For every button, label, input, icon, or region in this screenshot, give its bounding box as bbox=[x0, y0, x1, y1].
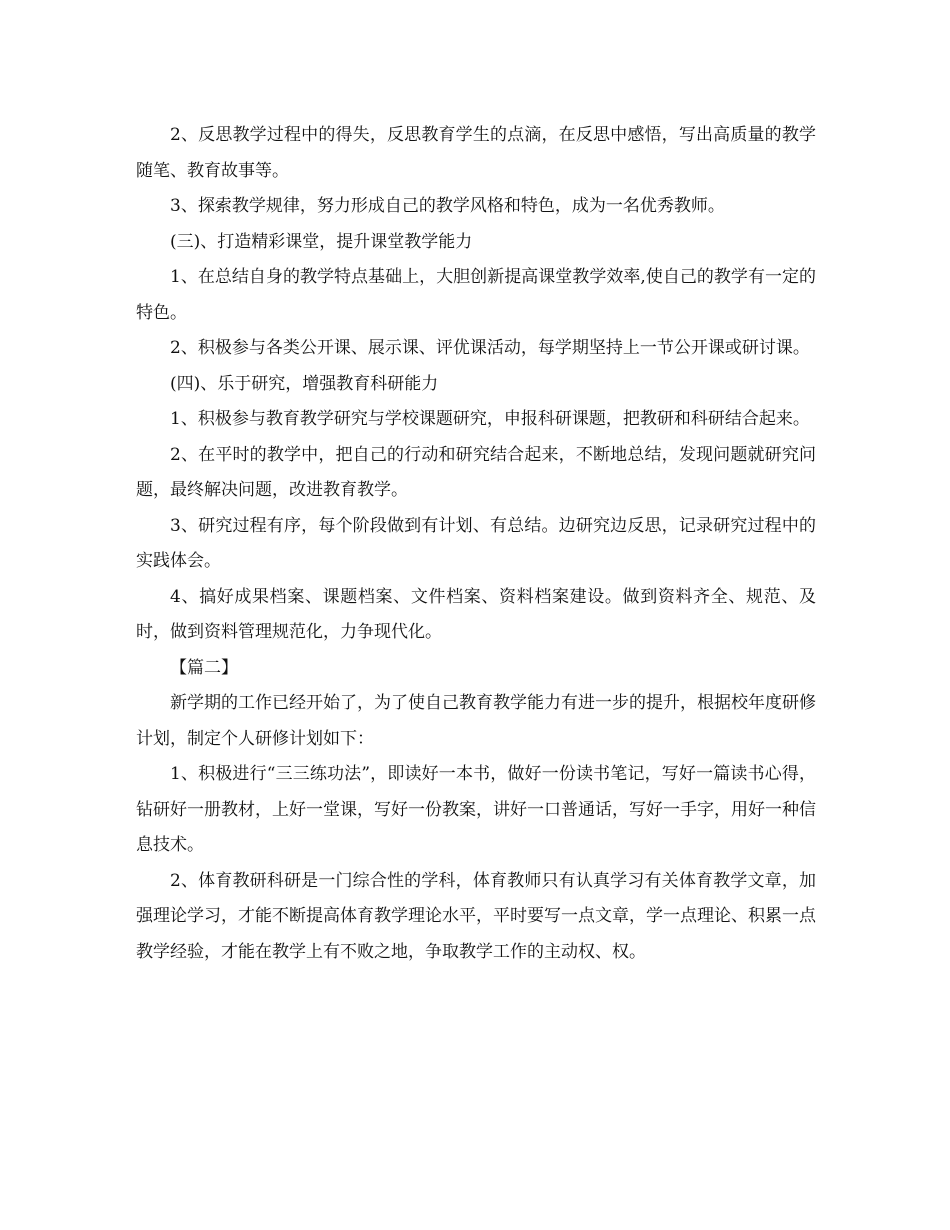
paragraph: 2、积极参与各类公开课、展示课、评优课活动，每学期坚持上一节公开课或研讨课。 bbox=[170, 338, 810, 358]
paragraph: 2、反思教学过程中的得失，反思教育学生的点滴，在反思中感悟，写出高质量的教学随笔、教育故事等。 bbox=[136, 125, 816, 181]
paragraph: 2、体育教研科研是一门综合性的学科，体育教师只有认真学习有关体育教学文章，加强理论学习，才能不断提高体育教学理论水平，平时要写一点文章，学一点理论、积累一点教学经验，才能在教学上有不败之地，争取教学工作的主动权、权。 bbox=[136, 870, 816, 962]
section-heading: (四)、乐于研究，增强教育科研能力 bbox=[170, 373, 439, 394]
paragraph: 3、探索教学规律，努力形成自己的教学风格和特色，成为一名优秀教师。 bbox=[170, 196, 725, 216]
part-heading: 【篇二】 bbox=[170, 657, 238, 678]
paragraph: 3、研究过程有序，每个阶段做到有计划、有总结。边研究边反思，记录研究过程中的实践体会。 bbox=[136, 515, 816, 571]
paragraph: 1、积极进行“三三练功法”，即读好一本书，做好一份读书笔记，写好一篇读书心得，钻研好一册教材，上好一堂课，写好一份教案，讲好一口普通话，写好一手字，用好一种信息技术。 bbox=[136, 764, 816, 855]
paragraph: 1、在总结自身的教学特点基础上，大胆创新提高课堂教学效率,使自己的教学有一定的特色。 bbox=[136, 267, 816, 323]
paragraph: 新学期的工作已经开始了，为了使自己教育教学能力有进一步的提升，根据校年度研修计划，制定个人研修计划如下： bbox=[136, 693, 816, 749]
paragraph: 2、在平时的教学中，把自己的行动和研究结合起来，不断地总结，发现问题就研究问题，最终解决问题，改进教育教学。 bbox=[136, 444, 816, 500]
document-body bbox=[136, 118, 816, 970]
paragraph: 4、搞好成果档案、课题档案、文件档案、资料档案建设。做到资料齐全、规范、及时，做到资料管理规范化，力争现代化。 bbox=[136, 586, 816, 642]
paragraph: 1、积极参与教育教学研究与学校课题研究，申报科研课题，把教研和科研结合起来。 bbox=[170, 409, 810, 429]
section-heading: (三)、打造精彩课堂，提升课堂教学能力 bbox=[170, 231, 473, 252]
